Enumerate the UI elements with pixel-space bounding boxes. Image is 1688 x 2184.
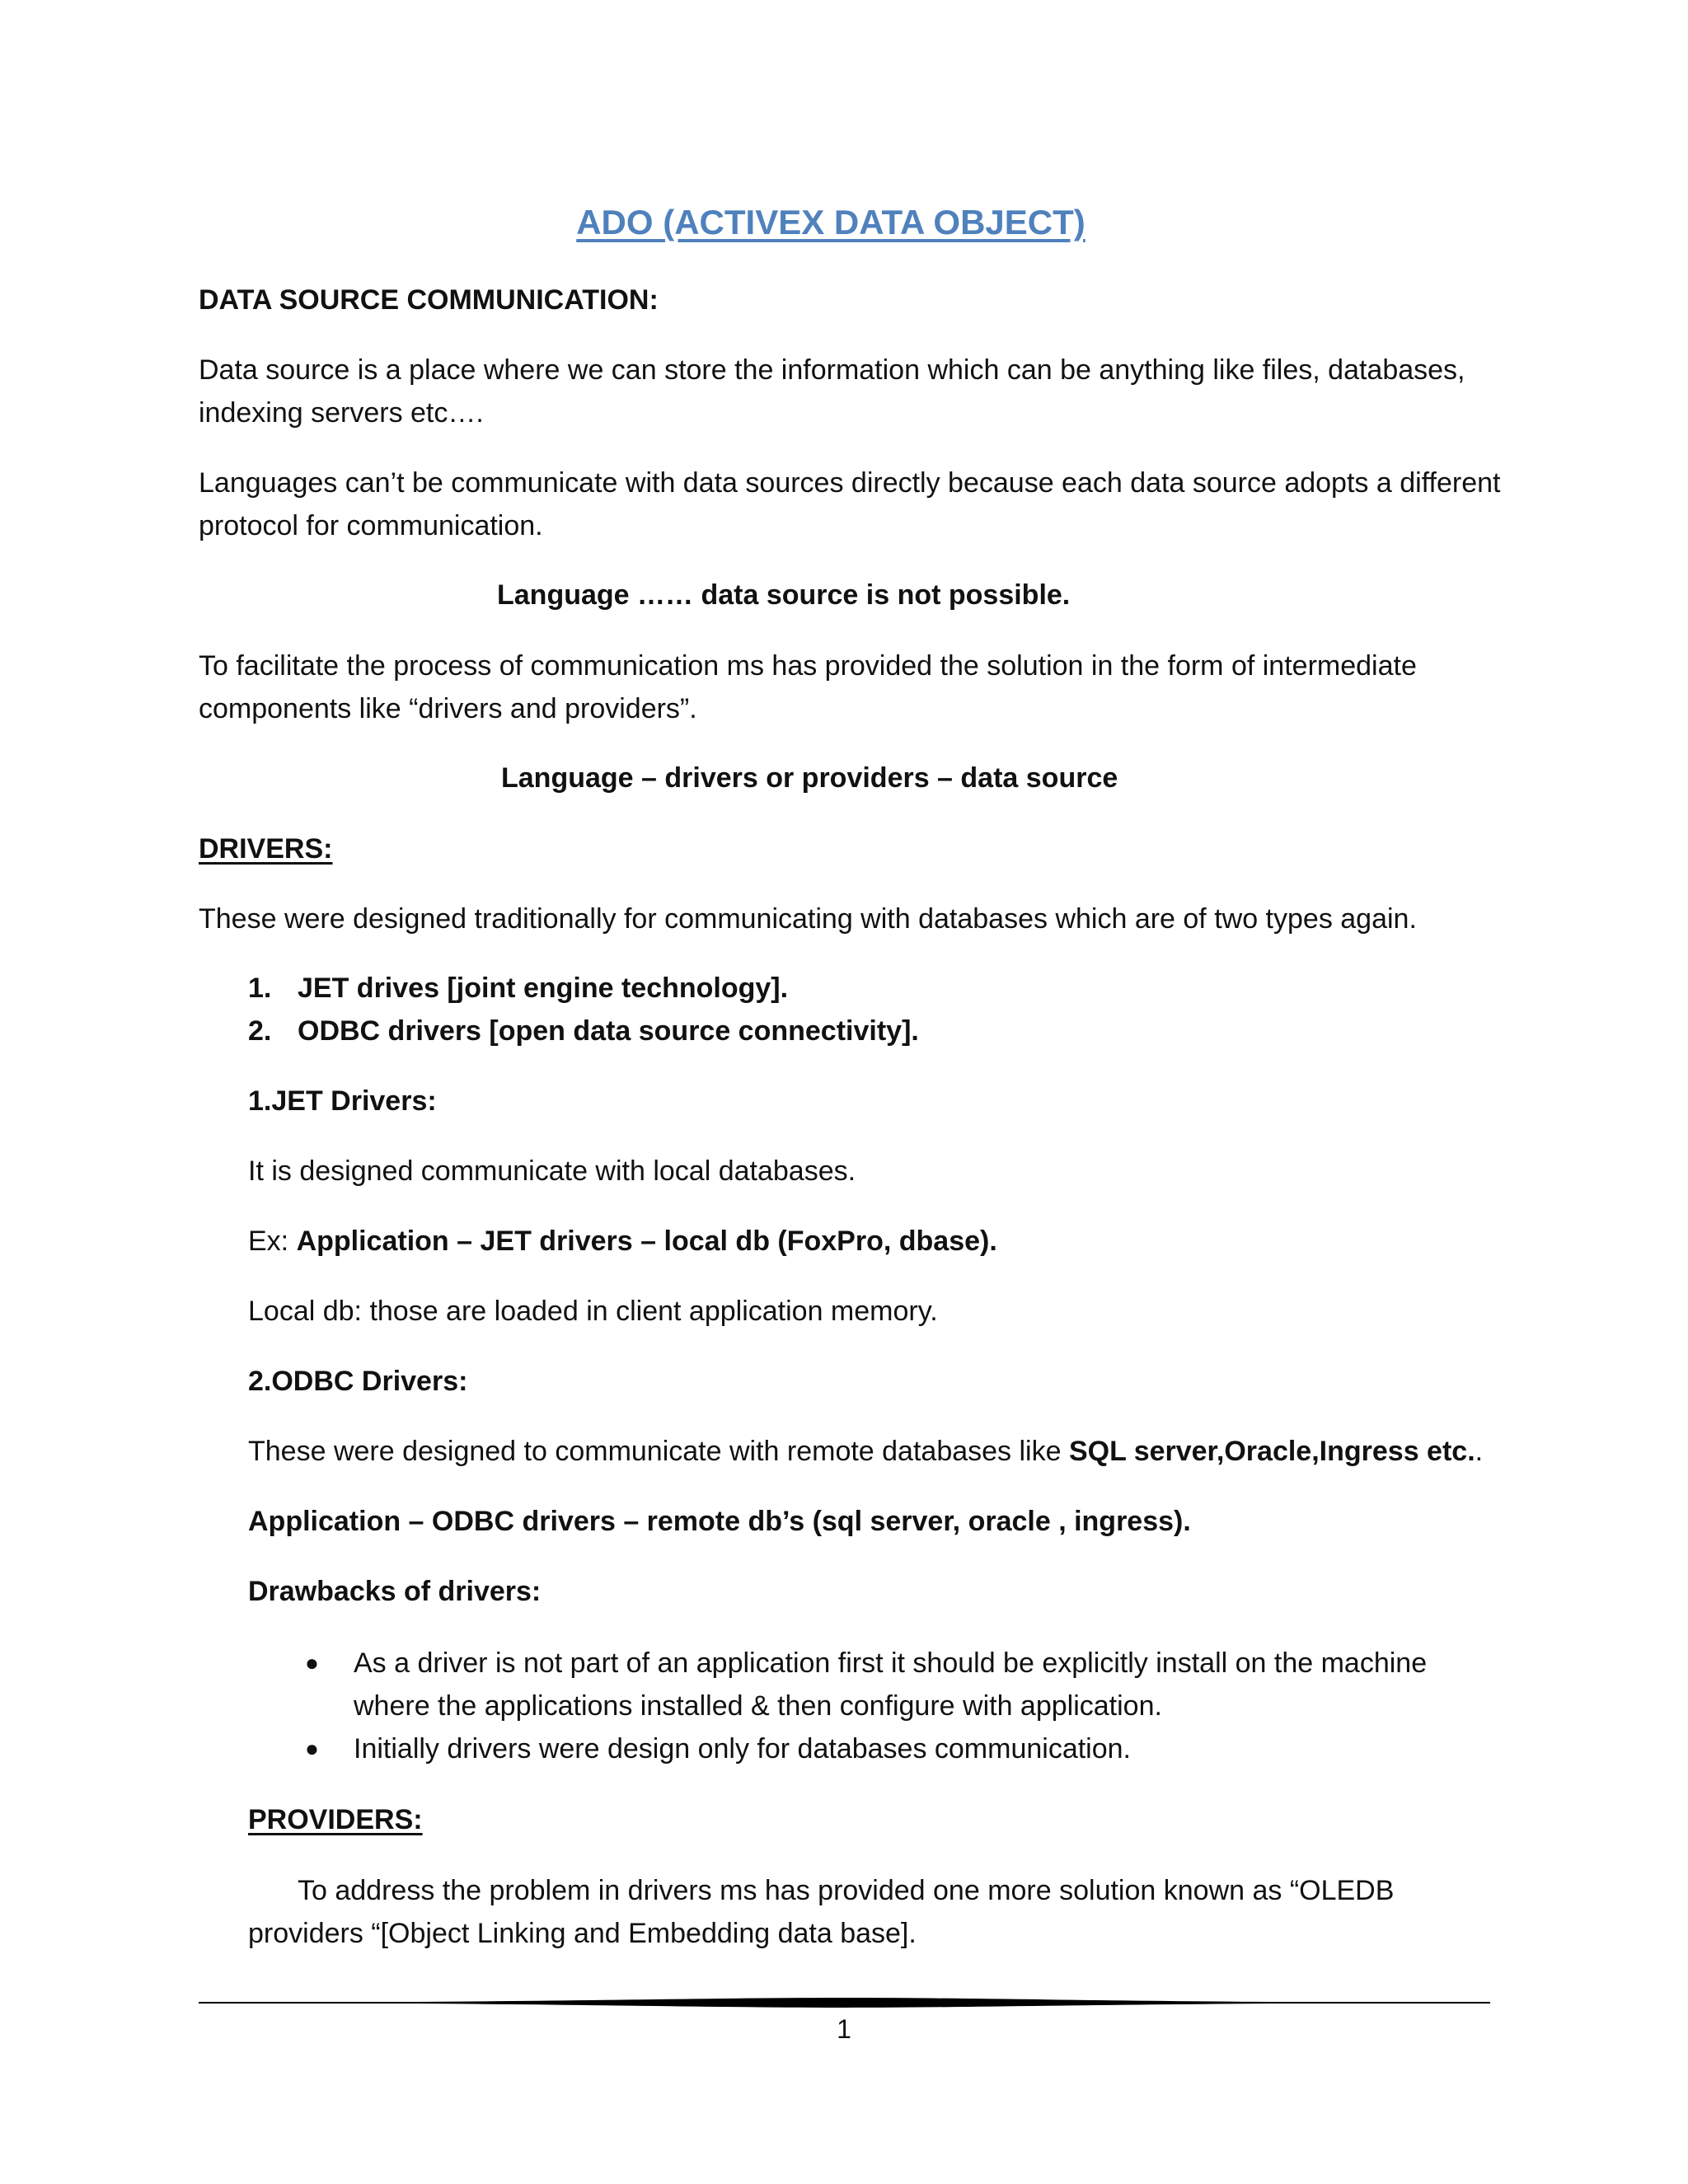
paragraph-line: To address the problem in drivers ms has provided one more solution known as “OLEDB [298,1875,1395,1906]
odbc-desc-prefix: These were designed to communicate with remote databases like [248,1436,1069,1467]
odbc-application-line: Application – ODBC drivers – remote db’s (sql server, oracle , ingress). [248,1506,1191,1537]
odbc-desc-suffix: . [1475,1436,1484,1467]
section-heading-providers: PROVIDERS: [248,1804,423,1835]
list-item-text: ODBC drivers [open data source connectivity]. [298,1015,919,1047]
list-item [248,1010,919,1052]
list-item-number: 1. [248,972,272,1004]
paragraph-line: Data source is a place where we can store the information which can be anything like files, databases, [199,354,1465,386]
page-number: 1 [837,2014,851,2044]
paragraph-line: It is designed communicate with local databases. [248,1155,856,1187]
subheading-drawbacks: Drawbacks of drivers: [248,1576,542,1607]
paragraph-line: These were designed traditionally for communicating with databases which are of two types again. [199,903,1417,935]
section-heading-data-source: DATA SOURCE COMMUNICATION: [199,284,659,316]
list-item [248,967,788,1010]
bullet-text-line: Initially drivers were design only for databases communication. [354,1733,1132,1765]
odbc-desc-bold: SQL server,Oracle,Ingress etc. [1068,1436,1475,1467]
bullet-icon: ● [305,1650,319,1675]
list-item-number: 2. [248,1015,272,1047]
document-title: ADO (ACTIVEX DATA OBJECT) [576,203,1085,241]
example-text: Application – JET drivers – local db (FoxPro, dbase). [296,1226,997,1257]
bullet-text-line: where the applications installed & then configure with application. [354,1690,1162,1722]
paragraph-line: Languages can’t be communicate with data sources directly because each data source adopts a different [199,467,1501,499]
bullet-text-line: As a driver is not part of an application first it should be explicitly install on the machine [354,1647,1428,1679]
paragraph-line: Local db: those are loaded in client application memory. [248,1296,938,1327]
paragraph-line: indexing servers etc…. [199,397,484,429]
centered-statement: Language …… data source is not possible. [497,579,1071,611]
section-heading-drivers: DRIVERS: [199,833,333,865]
paragraph-line: components like “drivers and providers”. [199,693,697,724]
list-item-text: JET drives [joint engine technology]. [298,972,789,1004]
subheading-jet-drivers: 1.JET Drivers: [248,1085,437,1117]
paragraph-line [248,1430,1483,1473]
example-line [248,1220,997,1263]
bullet-icon: ● [305,1736,319,1761]
example-prefix: Ex: [248,1226,297,1257]
footer-divider [199,1994,1490,2011]
paragraph-line: To facilitate the process of communication ms has provided the solution in the form of intermediate [199,650,1417,682]
subheading-odbc-drivers: 2.ODBC Drivers: [248,1366,468,1397]
paragraph-line: providers “[Object Linking and Embedding data base]. [248,1918,917,1949]
centered-statement: Language – drivers or providers – data source [501,762,1118,794]
paragraph-line: protocol for communication. [199,510,543,541]
